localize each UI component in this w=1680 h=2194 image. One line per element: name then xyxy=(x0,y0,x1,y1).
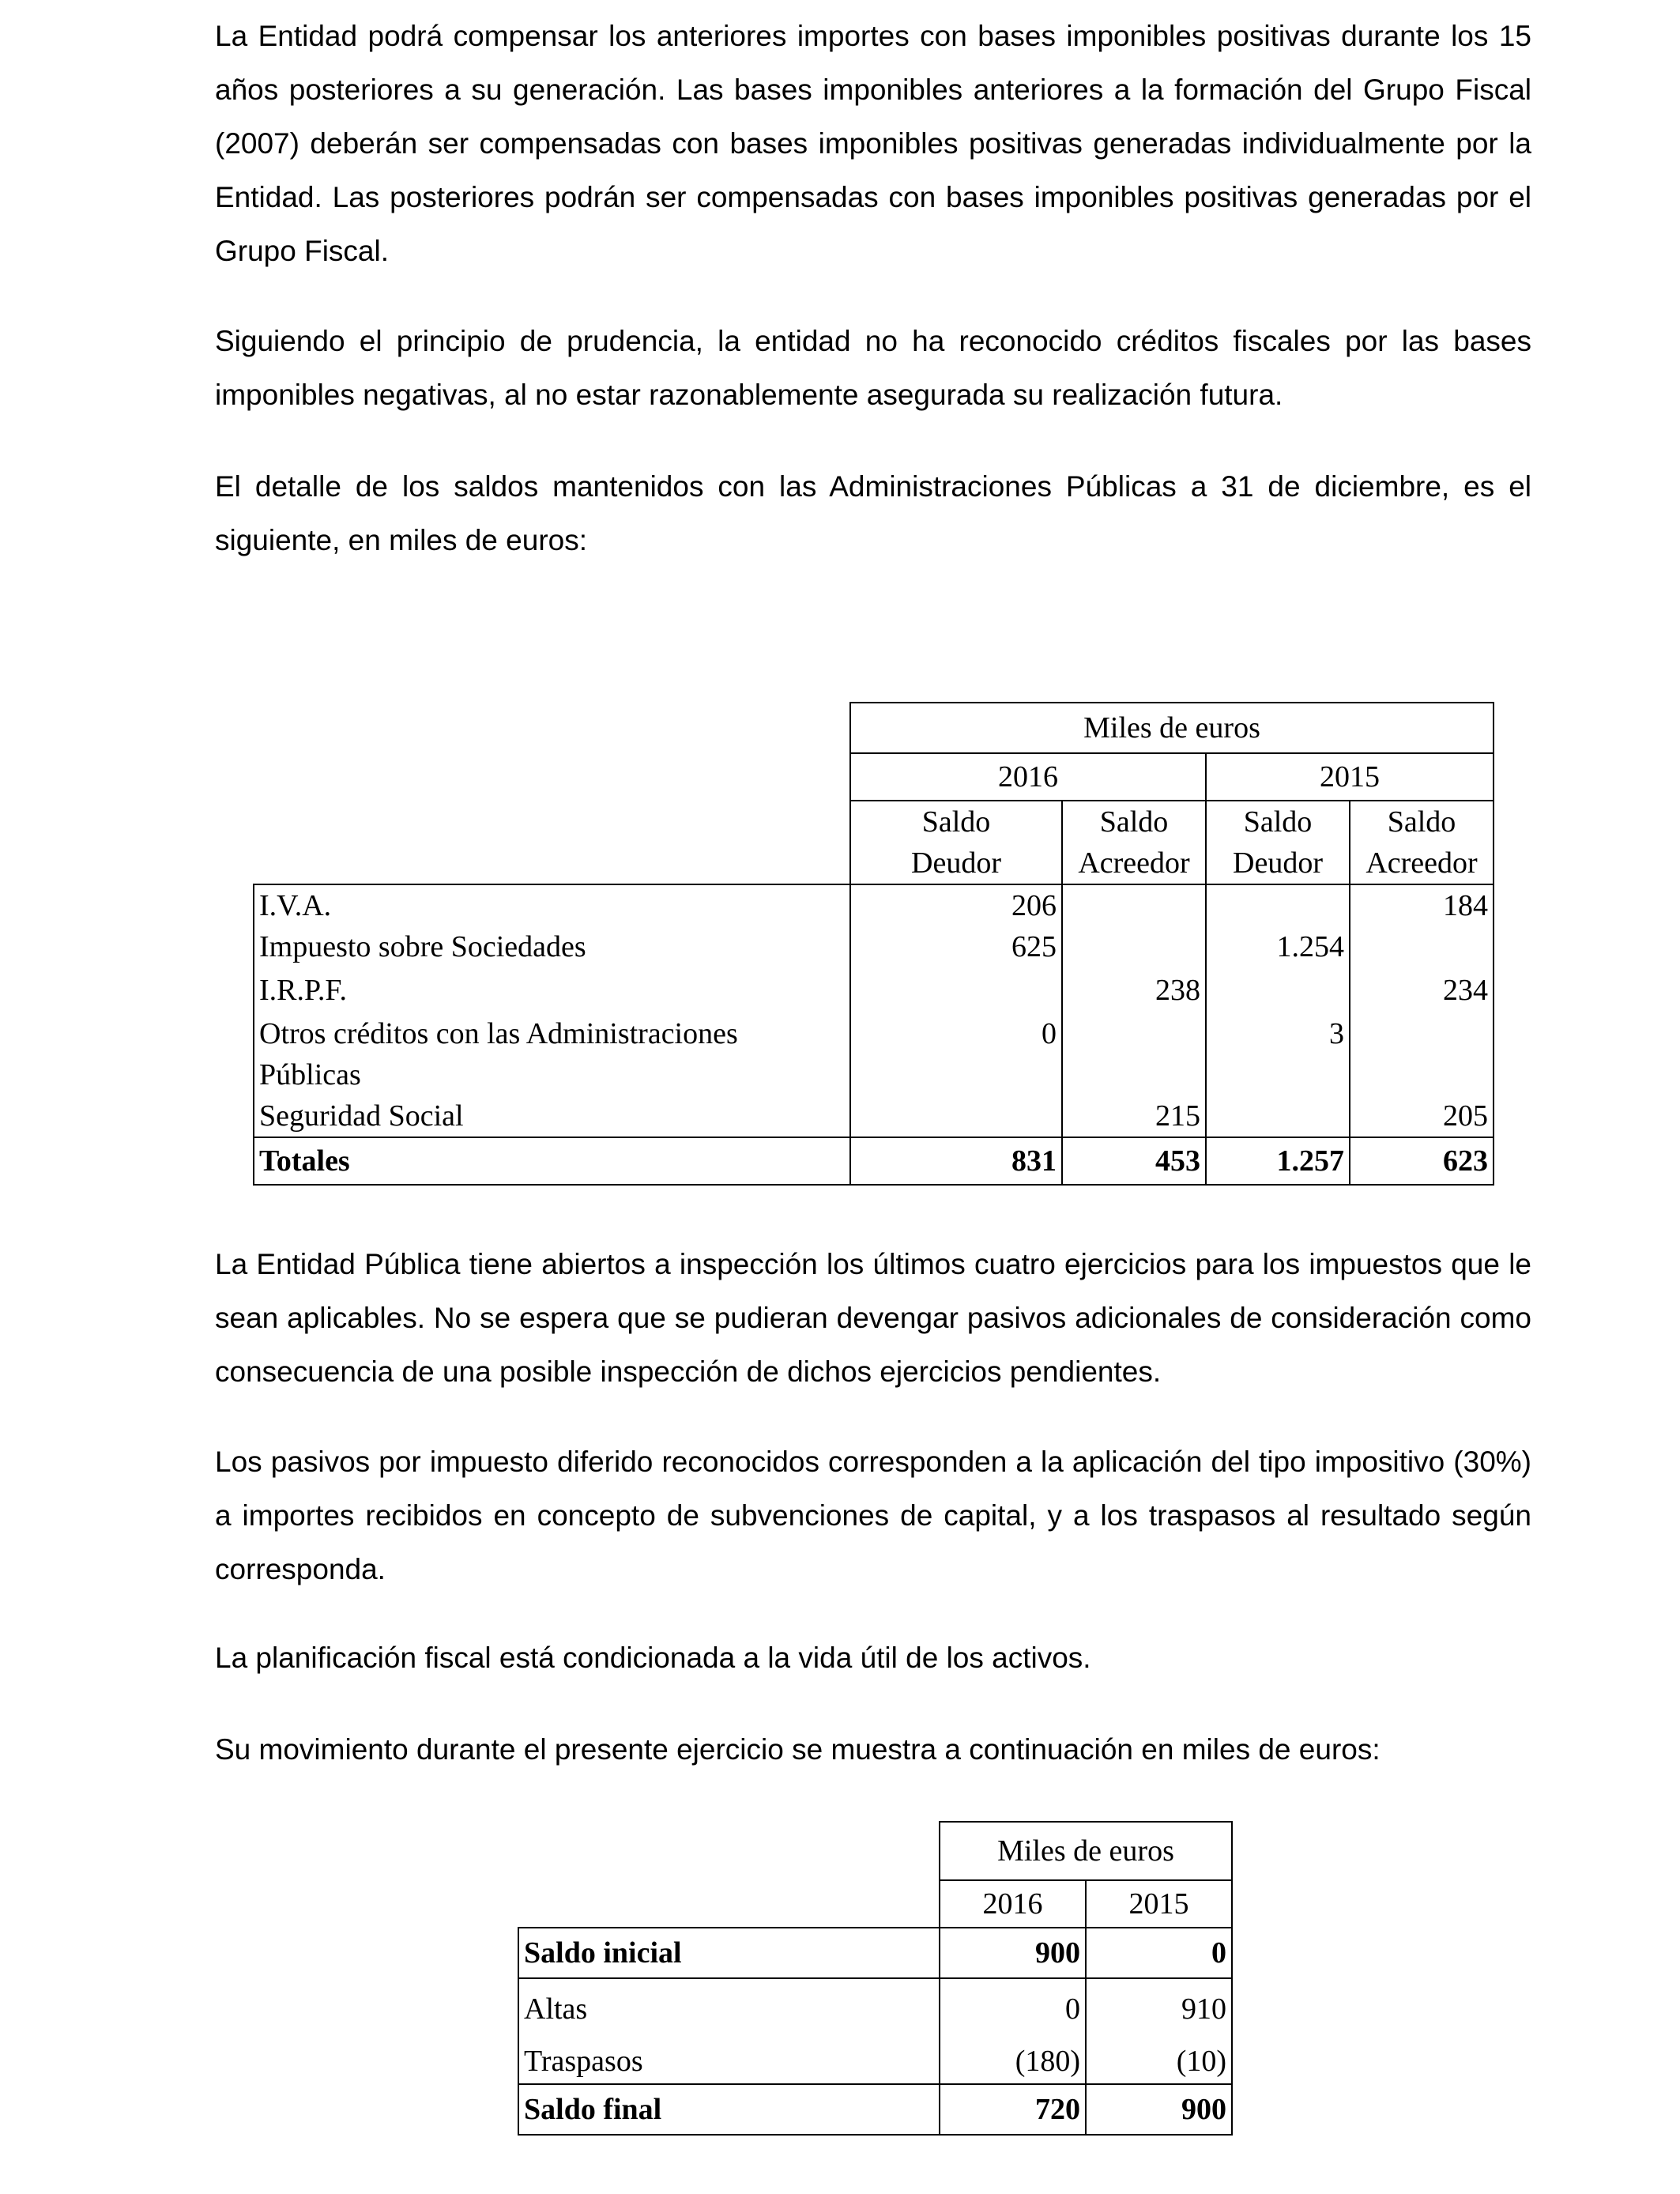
paragraph-pasivos-diferidos: Los pasivos por impuesto diferido reconocidos corresponden a la aplicación del tipo impositivo (30%) a importes recibidos en concepto de subvenciones de capital, y a los traspasos al resultado según corresponda. xyxy=(215,1446,1531,1585)
table-row: Traspasos (180) (10) xyxy=(518,2039,1232,2084)
table2-year-2015: 2015 xyxy=(1086,1880,1232,1928)
paragraph-detalle-saldos: El detalle de los saldos mantenidos con las Administraciones Públicas a 31 de diciembre, es el siguiente, en miles de euros: xyxy=(215,470,1531,556)
paragraph-movimiento: Su movimiento durante el presente ejercicio se muestra a continuación en miles de euros: xyxy=(215,1733,1381,1766)
table-row: Públicas xyxy=(254,1054,1494,1095)
table-row: I.R.P.F. 238 234 xyxy=(254,967,1494,1013)
table-row: Impuesto sobre Sociedades 625 1.254 xyxy=(254,926,1494,967)
table-row: Otros créditos con las Administraciones 0 3 xyxy=(254,1013,1494,1054)
saldos-administraciones-table xyxy=(253,702,1494,1186)
totals-row: Totales 831 453 1.257 623 xyxy=(254,1137,1494,1185)
paragraph-compensacion: La Entidad podrá compensar los anteriores importes con bases imponibles positivas durante los 15 años posteriores a su generación. Las bases imponibles anteriores a la formación del Grupo Fiscal (2007) deberán ser compensadas con bases imponibles positivas generadas individualmente por la Entidad. Las posteriores podrán ser compensadas con bases imponibles positivas generadas por el Grupo Fiscal. xyxy=(215,20,1531,267)
paragraph-planificacion: La planificación fiscal está condicionada a la vida útil de los activos. xyxy=(215,1642,1091,1674)
paragraph-prudencia: Siguiendo el principio de prudencia, la entidad no ha reconocido créditos fiscales por las bases imponibles negativas, al no estar razonablemente asegurada su realización futura. xyxy=(215,325,1531,411)
table-row: Seguridad Social 215 205 xyxy=(254,1095,1494,1137)
table2-year-2016: 2016 xyxy=(940,1880,1086,1928)
table1-col-saldo-acreedor-2015: Saldo Acreedor xyxy=(1350,801,1494,884)
paragraph-inspeccion: La Entidad Pública tiene abiertos a inspección los últimos cuatro ejercicios para los impuestos que le sean aplicables. No se espera que se pudieran devengar pasivos adicionales de consideración como consecuencia de una posible inspección de dichos ejercicios pendientes. xyxy=(215,1248,1531,1388)
table1-col-saldo-deudor-2016: Saldo Deudor xyxy=(850,801,1062,884)
movimiento-table xyxy=(518,1821,1233,2136)
table1-header: Miles de euros xyxy=(850,703,1494,753)
table1-year-2016: 2016 xyxy=(850,753,1206,801)
table-row: Saldo final 720 900 xyxy=(518,2084,1232,2135)
table1-col-saldo-deudor-2015: Saldo Deudor xyxy=(1206,801,1350,884)
table2-header: Miles de euros xyxy=(940,1822,1232,1880)
table-row: Saldo inicial 900 0 xyxy=(518,1928,1232,1978)
table1-col-saldo-acreedor-2016: Saldo Acreedor xyxy=(1062,801,1206,884)
table-row: Altas 0 910 xyxy=(518,1978,1232,2039)
table1-year-2015: 2015 xyxy=(1206,753,1494,801)
table-row: I.V.A. 206 184 xyxy=(254,884,1494,926)
